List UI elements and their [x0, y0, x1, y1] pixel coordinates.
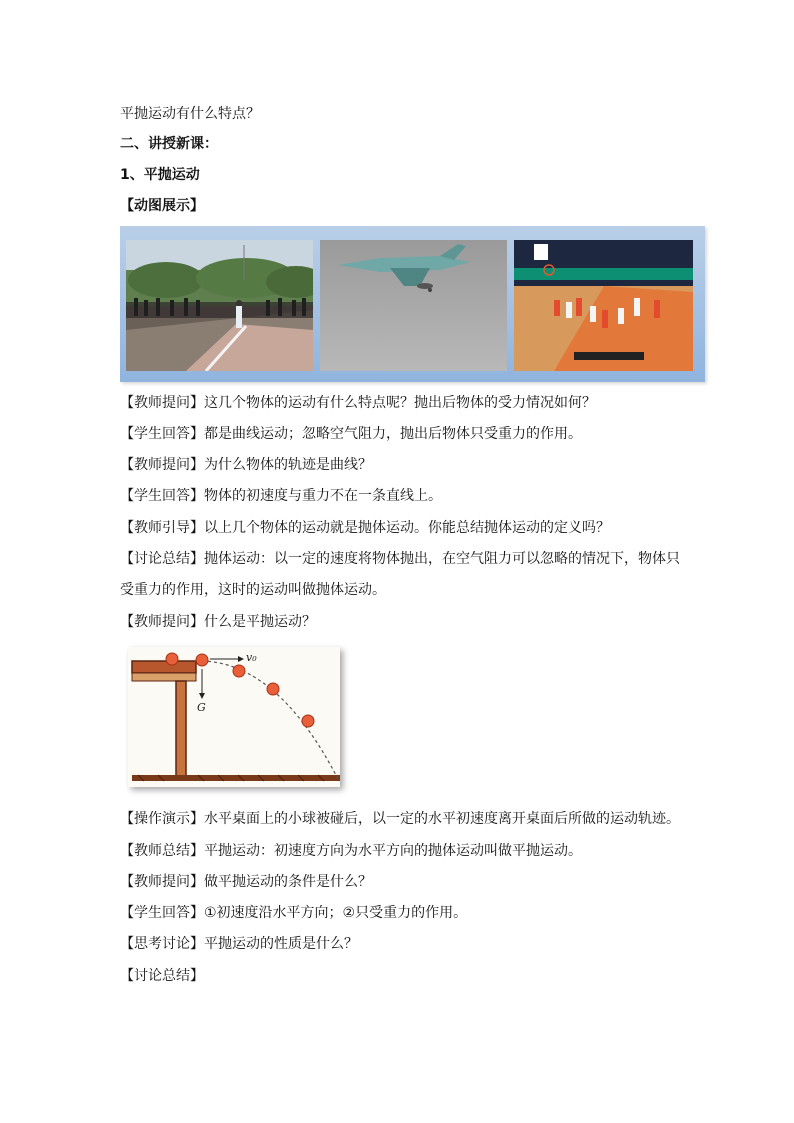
- demo-label: 【动图展示】: [120, 198, 204, 214]
- velocity-label: v₀: [246, 651, 257, 664]
- line-teacher-question-2: 【教师提问】为什么物体的轨迹是曲线？: [120, 457, 372, 473]
- line-think-discuss: 【思考讨论】平抛运动的性质是什么？: [120, 936, 358, 952]
- line-operation-demo: 【操作演示】水平桌面上的小球被碰后，以一定的水平初速度离开桌面后所做的运动轨迹。: [120, 811, 680, 827]
- demo-photo-banner: [120, 226, 705, 382]
- line-teacher-guide: 【教师引导】以上几个物体的运动就是抛体运动。你能总结抛体运动的定义吗？: [120, 520, 610, 536]
- line-discussion-summary-1: 【讨论总结】抛体运动：以一定的速度将物体抛出，在空气阻力可以忽略的情况下，物体只受重力的作用，这时的运动叫做抛体运动。: [120, 551, 680, 598]
- intro-question: 平抛运动有什么特点？: [120, 106, 260, 122]
- line-student-answer-2: 【学生回答】物体的初速度与重力不在一条直线上。: [120, 488, 442, 504]
- subsection-heading: 1、平抛运动: [120, 167, 200, 183]
- line-teacher-summary: 【教师总结】平抛运动：初速度方向为水平方向的抛体运动叫做平抛运动。: [120, 843, 582, 859]
- line-student-answer-3: 【学生回答】①初速度沿水平方向；②只受重力的作用。: [120, 905, 468, 921]
- projectile-diagram: [128, 647, 340, 787]
- line-student-answer-1: 【学生回答】都是曲线运动；忽略空气阻力，抛出后物体只受重力的作用。: [120, 426, 582, 442]
- jet-photo: [320, 240, 507, 371]
- basketball-photo: [514, 240, 693, 371]
- line-teacher-question-4: 【教师提问】做平抛运动的条件是什么？: [120, 874, 372, 890]
- section-heading: 二、讲授新课：: [120, 136, 218, 152]
- shot-put-photo: [126, 240, 313, 371]
- gravity-label: G: [197, 701, 206, 714]
- line-teacher-question-3: 【教师提问】什么是平抛运动？: [120, 614, 316, 630]
- line-teacher-question-1: 【教师提问】这几个物体的运动有什么特点呢？抛出后物体的受力情况如何？: [120, 395, 596, 411]
- line-discussion-summary-2: 【讨论总结】: [120, 968, 204, 984]
